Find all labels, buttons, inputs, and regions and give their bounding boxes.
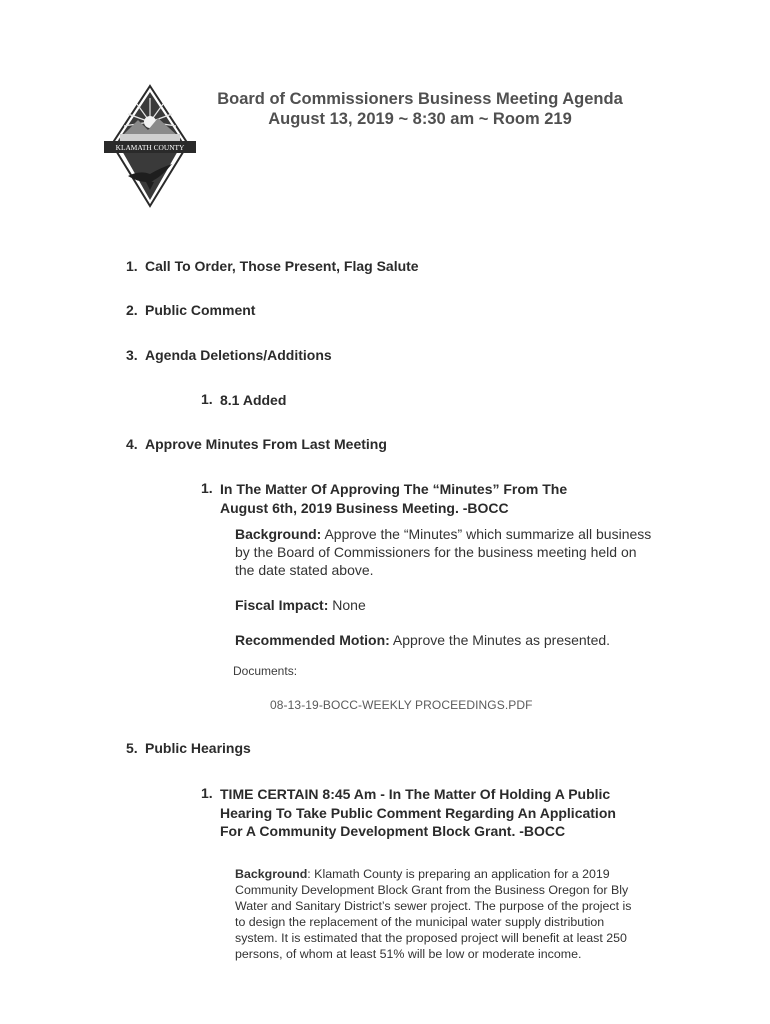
subitem-number: 1.: [201, 480, 213, 496]
item-number: 4.: [126, 436, 138, 452]
page-title: Board of Commissioners Business Meeting Agenda: [217, 90, 623, 108]
item-label: Public Hearings: [145, 740, 251, 756]
item-label: Approve Minutes From Last Meeting: [145, 436, 387, 452]
recommended-motion-text: Approve the Minutes as presented.: [389, 632, 611, 648]
agenda-item-5: [126, 740, 251, 756]
item-label: Call To Order, Those Present, Flag Salute: [145, 258, 419, 274]
fiscal-impact-label: Fiscal Impact:: [235, 597, 329, 613]
logo-text: KLAMATH COUNTY: [115, 143, 185, 152]
subitem-label: In The Matter Of Approving The “Minutes” From The August 6th, 2019 Business Meeting. -BOCC: [220, 481, 568, 516]
subitem-number: 1.: [201, 391, 213, 407]
fiscal-impact-text: None: [328, 597, 366, 613]
subitem-label: TIME CERTAIN 8:45 Am - In The Matter Of Holding A Public Hearing To Take Public Comment Regarding An Application For A Community Development Block Grant. -BOCC: [220, 786, 616, 839]
item-label: Agenda Deletions/Additions: [145, 347, 332, 363]
background-text: Approve the “Minutes” which summarize all business by the Board of Commissioners for the business meeting held on the date stated above.: [235, 526, 652, 578]
item-number: 3.: [126, 347, 138, 363]
meeting-date-time-room: August 13, 2019 ~ 8:30 am ~ Room 219: [268, 110, 572, 128]
agenda-item-1: [126, 258, 419, 274]
background-paragraph: [235, 525, 655, 579]
background-label: Background:: [235, 526, 322, 542]
agenda-subitem-3-1: [201, 391, 501, 410]
item-label: Public Comment: [145, 302, 256, 318]
subitem-label: 8.1 Added: [220, 392, 287, 408]
background-text: : Klamath County is preparing an application for a 2019 Community Development Block Grant from the Business Oregon for Bly Water and Sanitary District’s sewer project. The purpose of the project is to design the replacement of the municipal water supply distribution system. It is estimated that the proposed project will benefit at least 250 persons, of whom at least 51% will be low or moderate income.: [235, 867, 632, 961]
agenda-item-2: [126, 302, 255, 318]
background-paragraph: [235, 866, 645, 962]
agenda-subitem-5-1: [201, 785, 641, 841]
subitem-number: 1.: [201, 785, 213, 801]
documents-label: Documents:: [233, 664, 298, 678]
item-number: 2.: [126, 302, 138, 318]
fiscal-impact: [235, 596, 655, 614]
document-link[interactable]: 08-13-19-BOCC-WEEKLY PROCEEDINGS.PDF: [270, 698, 533, 712]
item-number: 5.: [126, 740, 138, 756]
agenda-item-3: [126, 347, 332, 363]
recommended-motion-label: Recommended Motion:: [235, 632, 390, 648]
agenda-item-4: [126, 436, 387, 452]
recommended-motion: [235, 631, 655, 649]
background-label: Background: [235, 867, 308, 881]
item-number: 1.: [126, 258, 138, 274]
agenda-subitem-4-1: [201, 480, 611, 517]
